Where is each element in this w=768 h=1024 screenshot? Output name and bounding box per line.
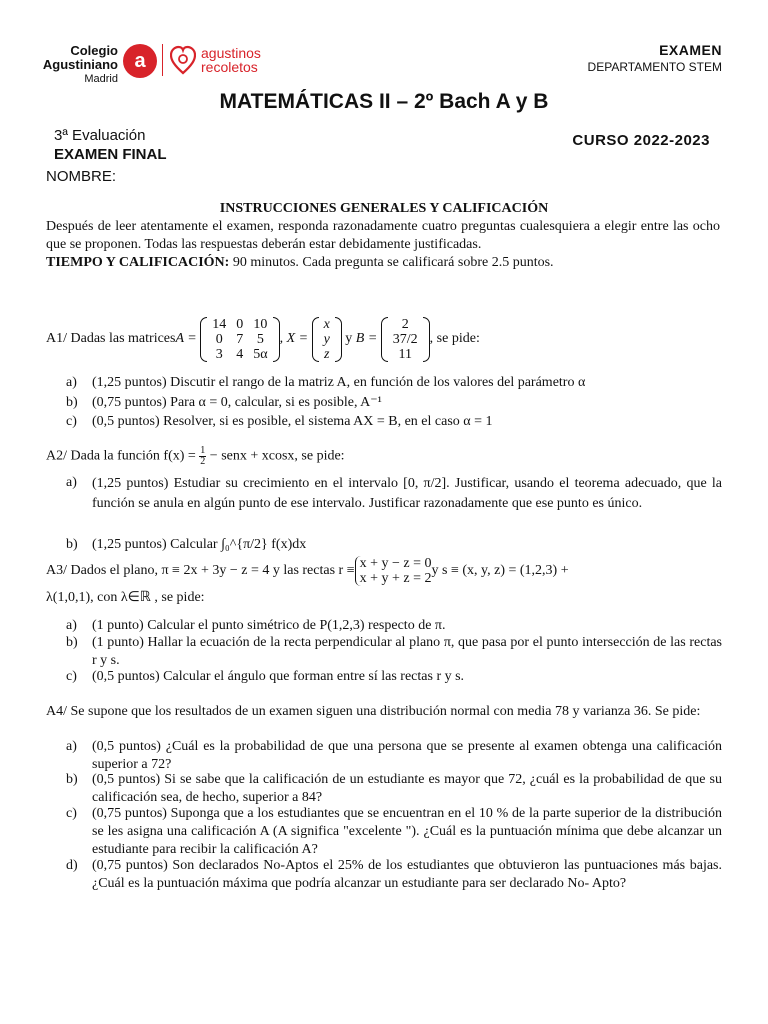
item-text: (1,25 puntos) Estudiar su crecimiento en el intervalo [0, π/2]. Justificar, usando el teorema adecuado, que la función se anula en algún punto de ese intervalo. Justificar razonadamente que ese punto es único. <box>92 476 722 511</box>
matrix-cell: 4 <box>236 346 244 362</box>
matrix-cell: 5α <box>253 346 268 362</box>
item-text: (1 punto) Hallar la ecuación de la recta perpendicular al plano π, que pasa por el punto intersección de las rectas r y s. <box>92 635 722 668</box>
matrix-row <box>207 332 272 347</box>
a2-item-a <box>66 474 722 534</box>
item-label: c) <box>66 806 77 821</box>
matrix-cell: 7 <box>236 331 244 347</box>
item-label: b) <box>66 395 78 410</box>
course-label: CURSO 2022-2023 <box>572 132 710 149</box>
vector-cell: z <box>323 346 330 362</box>
item-text: (1 punto) Calcular el punto simétrico de P(1,2,3) respecto de π. <box>92 618 446 633</box>
item-text: (0,5 puntos) Calcular el ángulo que forman entre sí las rectas r y s. <box>92 669 465 684</box>
vector-b <box>381 317 430 362</box>
question-a3 <box>46 555 722 587</box>
matrix-cell: 0 <box>215 331 223 347</box>
a1-eq-b: B = <box>355 331 381 346</box>
vector-cell: x <box>323 316 330 332</box>
instructions-text <box>46 218 720 272</box>
item-label: a) <box>66 475 77 490</box>
question-a4: A4/ Se supone que los resultados de un examen siguen una distribución normal con media 78 y varianza 36. Se pide: <box>46 704 701 719</box>
time-text: 90 minutos. Cada pregunta se calificará sobre 2.5 puntos. <box>229 255 554 270</box>
exam-type-label: EXAMEN FINAL <box>54 146 167 163</box>
item-label: c) <box>66 414 77 429</box>
a3-text1: A3/ Dados el plano, π ≡ 2x + 3y − z = 4 y las rectas r ≡ <box>46 563 355 578</box>
matrix-cell: 10 <box>253 316 268 332</box>
a2-intro: A2/ Dada la función f(x) = <box>46 448 200 464</box>
vector-row <box>319 332 335 347</box>
item-text: (0,5 puntos) ¿Cuál es la probabilidad de que una persona que se presente al examen obtenga una calificación superior a 72? <box>92 739 722 772</box>
a1-eq-x: , X = <box>279 331 312 346</box>
item-text: (1,25 puntos) Calcular ∫₀^{π/2} f(x)dx <box>92 537 307 552</box>
a3-text2: y s ≡ (x, y, z) = (1,2,3) + <box>431 563 569 578</box>
vector-row <box>319 347 335 362</box>
vector-row <box>388 347 423 362</box>
heart-logo-icon <box>170 44 196 76</box>
a1-eq-a: A = <box>175 331 201 346</box>
school-logo-text <box>40 44 118 86</box>
instructions-heading: INSTRUCCIONES GENERALES Y CALIFICACIÓN <box>219 201 549 216</box>
a4-item-a <box>66 738 722 774</box>
a4-item-b <box>66 771 722 807</box>
item-label: b) <box>66 537 78 552</box>
matrix-cell: 0 <box>236 316 244 332</box>
item-text: (1,25 puntos) Discutir el rango de la matriz A, en función de los valores del parámetro α <box>92 375 586 390</box>
item-text: (0,75 puntos) Son declarados No-Aptos el 25% de los estudiantes que obtuvieron las puntuaciones más bajas. ¿Cuál es la puntuación máxima que podría alcanzar un estudiante para ser declarado No- Apto? <box>92 858 722 891</box>
a4-item-d <box>66 857 722 911</box>
evaluation-label: 3ª Evaluación <box>54 127 146 144</box>
name-field-label: NOMBRE: <box>46 168 117 185</box>
matrix-a <box>200 317 279 362</box>
vector-x <box>312 317 342 362</box>
exam-label: EXAMEN <box>659 42 722 58</box>
item-label: b) <box>66 635 78 650</box>
item-label: d) <box>66 858 78 873</box>
fraction-one-half: $\frac{1}{2}$ <box>200 445 206 467</box>
matrix-row <box>207 347 272 362</box>
item-text: (0,5 puntos) Resolver, si es posible, el sistema AX = B, en el caso α = 1 <box>92 414 493 429</box>
vector-cell: y <box>323 331 330 347</box>
school-name: Colegio Agustiniano <box>42 43 118 72</box>
matrix-cell: 14 <box>212 316 227 332</box>
logo-divider <box>162 44 163 76</box>
question-a2 <box>46 446 722 467</box>
page-title: MATEMÁTICAS II – 2º Bach A y B <box>219 90 549 113</box>
a1-outro: , se pide: <box>429 331 480 346</box>
item-label: a) <box>66 375 77 390</box>
a1-intro: A1/ Dadas las matrices <box>46 331 176 346</box>
item-text: (0,5 puntos) Si se sabe que la calificación de un estudiante es mayor que 72, ¿cuál es la probabilidad de que su calificación sea, de hecho, superior a 84? <box>92 772 722 805</box>
matrix-cell: 3 <box>215 346 223 362</box>
header-right <box>588 42 722 74</box>
system-eq-1: x + y − z = 0 <box>359 556 432 571</box>
vector-row <box>388 317 423 332</box>
school-logo-mark: a <box>123 44 157 78</box>
time-label: TIEMPO Y CALIFICACIÓN: <box>46 255 230 270</box>
item-text: (0,75 puntos) Suponga que a los estudiantes que se encuentran en el 10 % de la parte superior de la distribución se les asigna una calificación A (A significa "excelente "). ¿Cuál es la puntuación mínima que debe alcanzar un estudiante para recibir la calificación A? <box>92 806 722 857</box>
vector-row <box>388 332 423 347</box>
item-label: b) <box>66 772 78 787</box>
a4-item-c <box>66 805 722 859</box>
item-text: (0,75 puntos) Para α = 0, calcular, si es posible, A⁻¹ <box>92 395 382 410</box>
vector-cell: 2 <box>401 316 409 332</box>
department-label: DEPARTAMENTO STEM <box>587 60 722 74</box>
vector-row <box>319 317 335 332</box>
vector-cell: 11 <box>398 346 412 362</box>
system-eq-2: x + y + z = 2 <box>359 571 432 586</box>
question-a1 <box>46 314 722 364</box>
line-r-system <box>355 556 432 586</box>
item-label: a) <box>66 739 77 754</box>
a3-item-b <box>66 634 722 670</box>
matrix-row <box>207 317 272 332</box>
order-logo-text: agustinos recoletos <box>201 45 261 75</box>
vector-cell: 37/2 <box>392 331 418 347</box>
matrix-cell: 5 <box>256 331 264 347</box>
a3-text3: λ(1,0,1), con λ∈ℝ , se pide: <box>46 590 205 605</box>
school-city: Madrid <box>84 73 118 85</box>
a2-rest: − senx + xcosx, se pide: <box>206 448 345 464</box>
item-label: c) <box>66 669 77 684</box>
a1-conj: y <box>341 331 356 346</box>
item-label: a) <box>66 618 77 633</box>
instructions-body: Después de leer atentamente el examen, responda razonadamente cuatro preguntas cualesquiera a elegir entre las ocho que se proponen. Todas las respuestas deberán estar debidamente justificadas. <box>46 219 720 252</box>
